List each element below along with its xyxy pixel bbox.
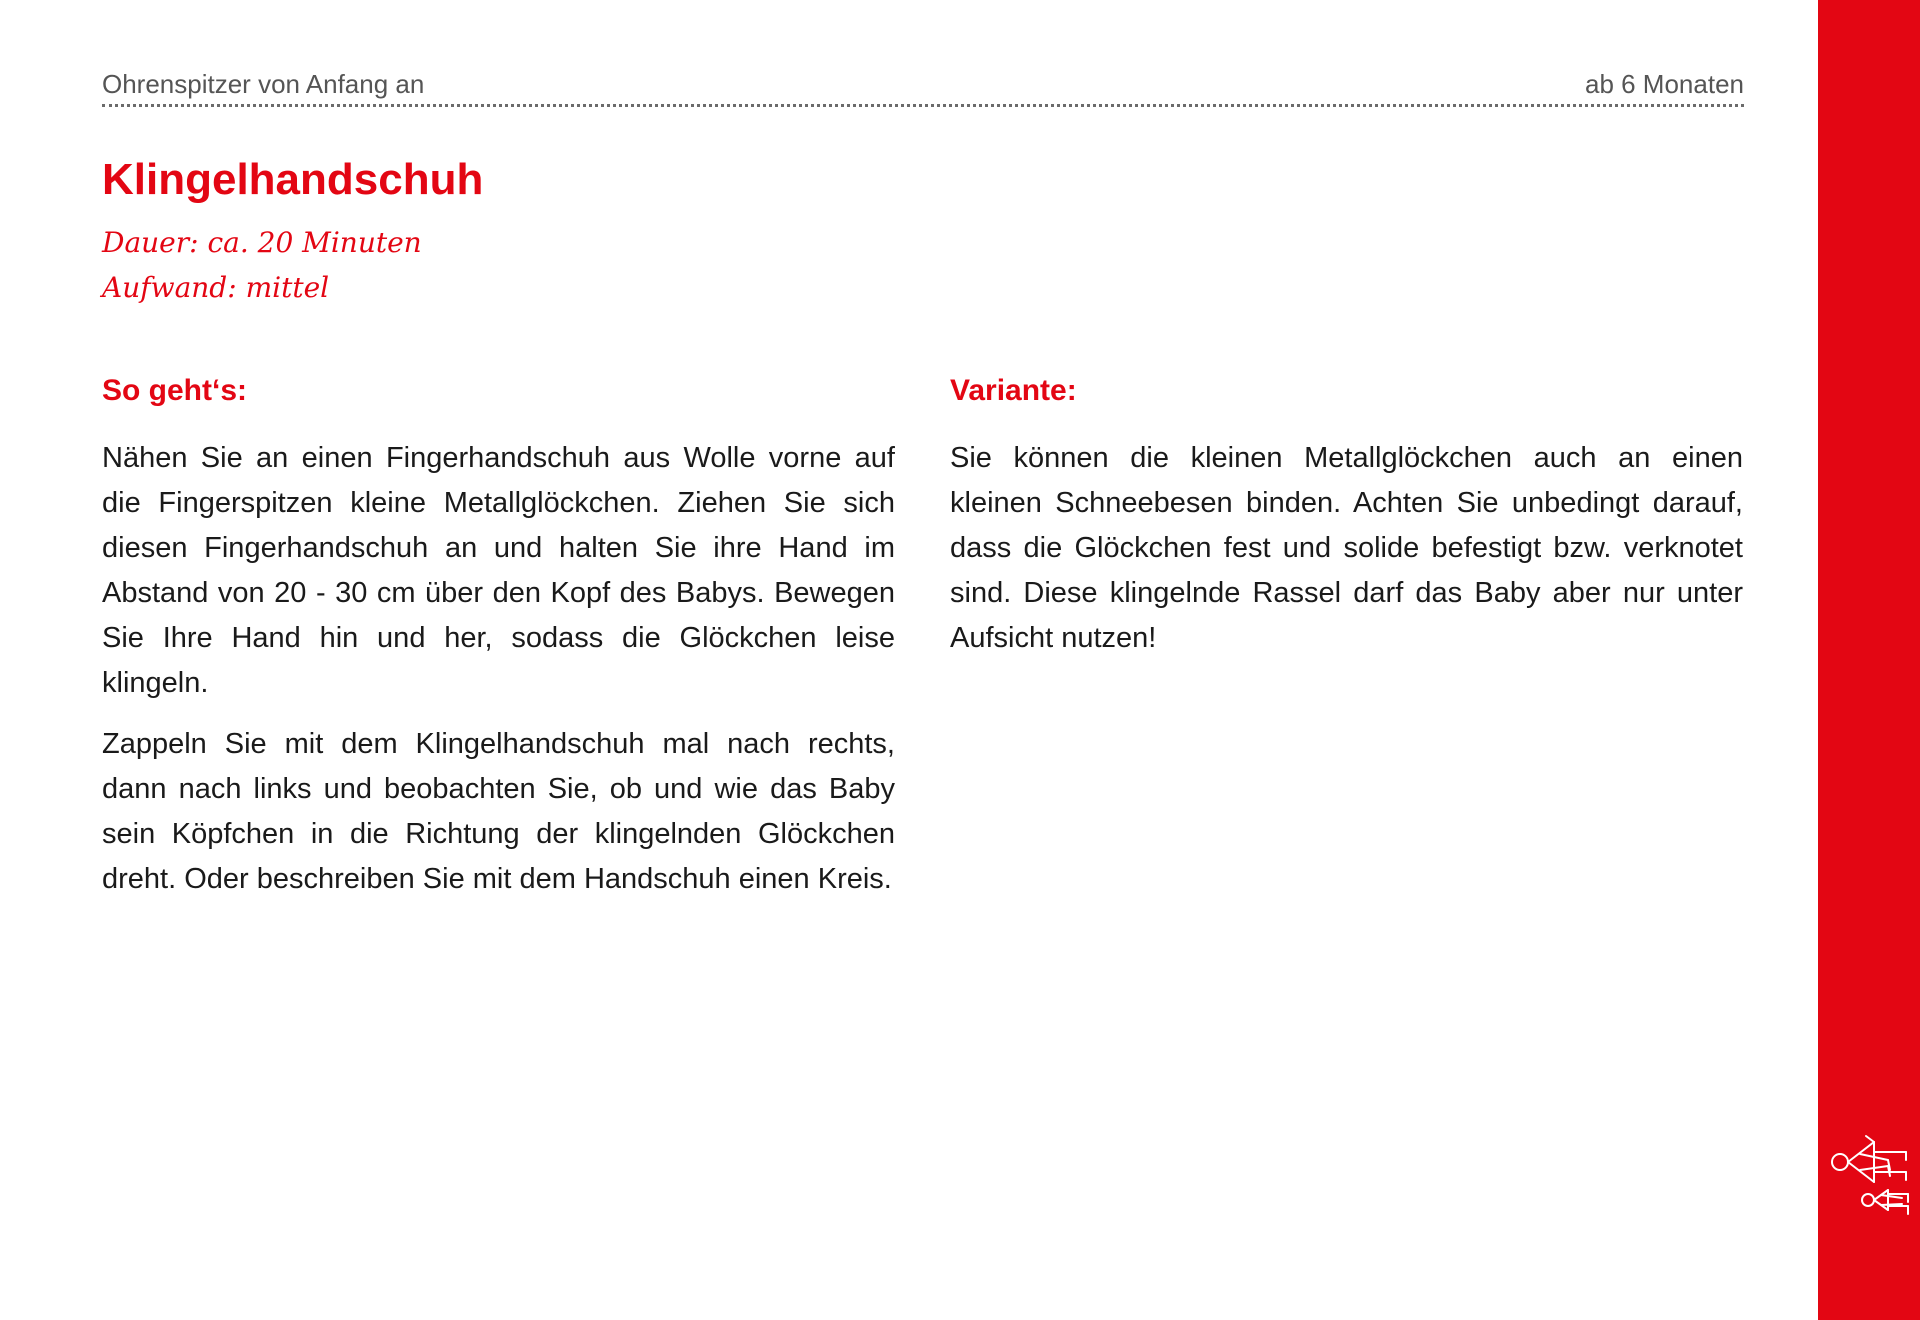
variant-paragraph: Sie können die kleinen Metallglöckchen auch an einen kleinen Schneebesen binden. Achten Sie unbedingt darauf, dass die Glöckchen fest und solide befestigt bzw. verknotet sind. Diese klingelnde Rassel darf das Baby aber nur unter Aufsicht nutzen! [950, 442, 1743, 654]
page-title: Klingelhandschuh [102, 155, 484, 204]
effort-text: Aufwand: mittel [102, 271, 330, 304]
variant-column [950, 370, 1743, 677]
instructions-column [102, 370, 895, 918]
page-header [102, 68, 1744, 107]
series-title: Ohrenspitzer von Anfang an [102, 69, 425, 99]
sidebar-bar [1818, 0, 1920, 1320]
family-icon [1826, 1132, 1910, 1222]
variant-heading: Variante: [950, 374, 1077, 407]
age-label: ab 6 Monaten [1584, 69, 1744, 99]
instructions-heading: So geht‘s: [102, 374, 248, 407]
instructions-paragraph: Zappeln Sie mit dem Klingelhandschuh mal nach rechts, dann nach links und beobachten Sie, ob und wie das Baby sein Köpfchen in die Richtung der klingelnden Glöckchen dreht. Oder beschreiben Sie mit dem Handschuh einen Kreis. [102, 728, 895, 895]
activity-meta [102, 220, 422, 310]
instructions-paragraph: Nähen Sie an einen Fingerhandschuh aus Wolle vorne auf die Fingerspitzen kleine Metallglöckchen. Ziehen Sie sich diesen Fingerhandschuh an und halten Sie ihre Hand im Abstand von 20 - 30 cm über den Kopf des Babys. Bewegen Sie Ihre Hand hin und her, sodass die Glöckchen leise klingeln. [102, 442, 895, 699]
duration-text: Dauer: ca. 20 Minuten [102, 226, 422, 259]
